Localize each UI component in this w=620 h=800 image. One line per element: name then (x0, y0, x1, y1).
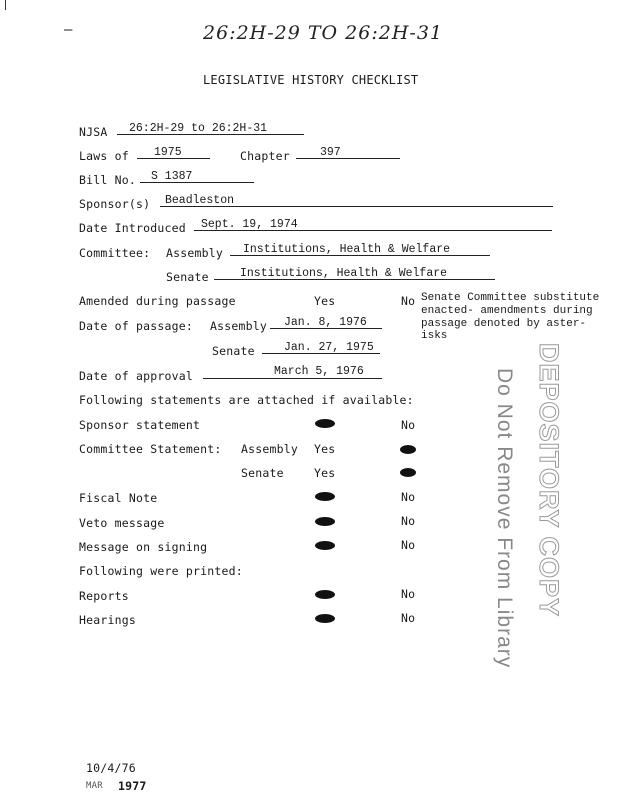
footer-date: 10/4/76 (86, 761, 136, 775)
handwritten-header: 26:2H-29 TO 26:2H-31 (203, 22, 443, 44)
received-month: MAR (86, 781, 103, 791)
yes-blot-mark (315, 492, 335, 501)
laws-value: 1975 (154, 146, 182, 159)
committee-senate-label: Senate (166, 270, 209, 284)
header-dash: – (64, 22, 73, 38)
hearings-label: Hearings (79, 613, 136, 627)
amended-note-3: passage denoted by aster- (421, 318, 587, 330)
yes-blot-mark (315, 541, 335, 550)
passage-senate-label: Senate (212, 344, 255, 358)
amended-note-4: isks (421, 330, 448, 342)
attached-heading: Following statements are attached if available: (79, 393, 414, 407)
committee-statement-senate-label: Senate (241, 466, 284, 480)
yes-blot-mark (315, 517, 335, 526)
passage-assembly-value: Jan. 8, 1976 (284, 316, 367, 329)
fiscal-note-no: No (401, 490, 416, 504)
received-year: 1977 (118, 779, 147, 793)
veto-message-no: No (401, 514, 416, 528)
date-introduced-value: Sept. 19, 1974 (201, 218, 298, 231)
chapter-label: Chapter (240, 149, 290, 163)
committee-assembly-label: Assembly (166, 246, 223, 260)
sponsor-label: Sponsor(s) (79, 197, 151, 211)
approval-underline (203, 378, 382, 379)
yes-blot-mark (315, 614, 335, 623)
bill-label: Bill No. (79, 173, 136, 187)
committee-label: Committee: (79, 246, 151, 260)
committee-senate-underline (214, 279, 495, 280)
sponsor-statement-label: Sponsor statement (79, 418, 201, 432)
njsa-value: 26:2H-29 to 26:2H-31 (129, 122, 268, 135)
passage-label: Date of passage: (79, 319, 193, 333)
signing-message-label: Message on signing (79, 540, 208, 554)
bill-value: S 1387 (151, 170, 193, 183)
committee-statement-assembly-label: Assembly (241, 442, 298, 456)
passage-assembly-label: Assembly (210, 319, 267, 333)
committee-assembly-underline (230, 255, 490, 256)
committee-assembly-value: Institutions, Health & Welfare (243, 243, 451, 256)
date-introduced-label: Date Introduced (79, 221, 186, 235)
yes-blot-mark (315, 419, 335, 428)
hearings-no: No (401, 611, 416, 625)
amended-note-1: Senate Committee substitute (421, 292, 600, 304)
printed-heading: Following were printed: (79, 564, 243, 578)
njsa-label: NJSA (79, 125, 108, 139)
fiscal-note-label: Fiscal Note (79, 491, 158, 505)
no-blot-mark (400, 468, 416, 477)
passage-senate-underline (262, 353, 380, 354)
amended-label: Amended during passage (79, 294, 236, 308)
margin-mark (5, 0, 6, 10)
no-blot-mark (400, 445, 416, 454)
committee-statement-assembly-yes: Yes (314, 442, 336, 456)
committee-statement-label: Committee Statement: (79, 442, 222, 456)
date-introduced-underline (194, 230, 552, 231)
reports-label: Reports (79, 589, 129, 603)
reports-no: No (401, 587, 416, 601)
approval-value: March 5, 1976 (274, 365, 364, 378)
passage-assembly-underline (270, 328, 382, 329)
njsa-underline (117, 134, 304, 135)
chapter-value: 397 (320, 146, 341, 159)
sponsor-value: Beadleston (165, 194, 235, 207)
depository-copy-stamp: DEPOSITORY COPY (534, 343, 564, 618)
chapter-underline (296, 158, 400, 159)
yes-blot-mark (315, 590, 335, 599)
amended-note-2: enacted- amendments during (421, 305, 593, 317)
approval-label: Date of approval (79, 369, 193, 383)
signing-message-no: No (401, 538, 416, 552)
sponsor-underline (160, 206, 553, 207)
committee-statement-senate-yes: Yes (314, 466, 336, 480)
amended-no: No (401, 294, 416, 308)
laws-label: Laws of (79, 149, 129, 163)
committee-senate-value: Institutions, Health & Welfare (240, 267, 448, 280)
page-title: LEGISLATIVE HISTORY CHECKLIST (203, 73, 419, 87)
laws-underline (137, 158, 210, 159)
amended-yes: Yes (314, 294, 336, 308)
passage-senate-value: Jan. 27, 1975 (284, 341, 374, 354)
bill-underline (140, 182, 254, 183)
veto-message-label: Veto message (79, 516, 165, 530)
do-not-remove-stamp: Do Not Remove From Library (493, 368, 516, 669)
sponsor-statement-no: No (401, 418, 416, 432)
